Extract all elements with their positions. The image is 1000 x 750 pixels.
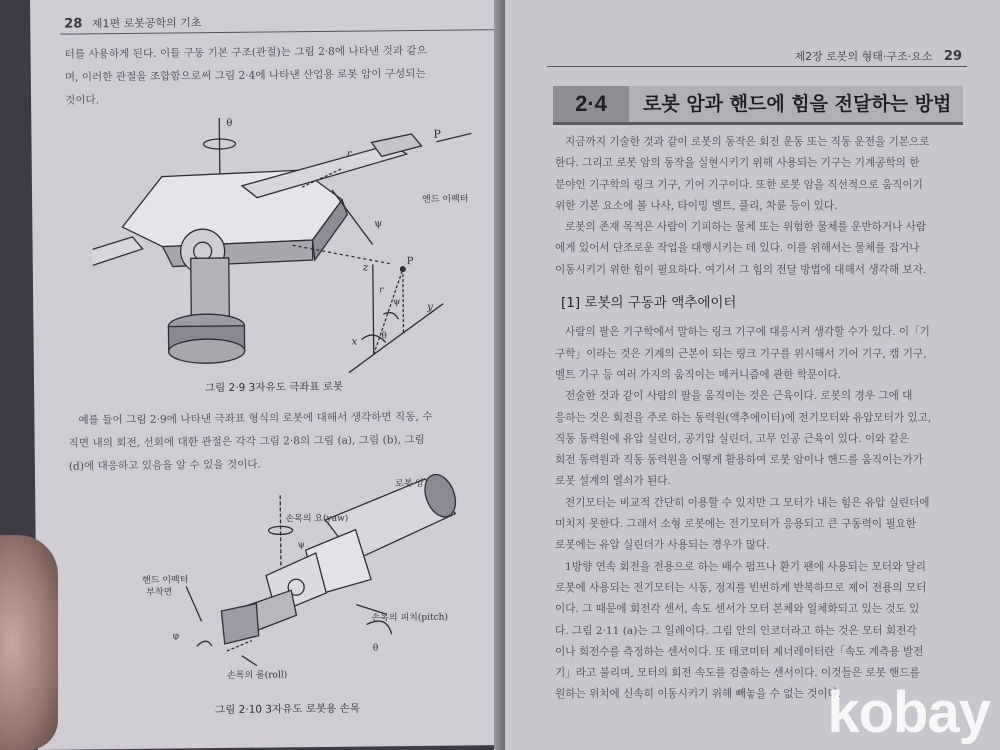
left-header-title: 제1편 로봇공학의 기초 (91, 16, 202, 31)
label-yaw: 손목의 요(yaw) (285, 513, 349, 525)
paragraph-1 (555, 132, 975, 217)
text-line: 이동시키기 위한 힘이 필요하다. 여기서 그 힘의 전달 방법에 대해서 생각해 보자. (555, 263, 927, 276)
subheading: [1] 로봇의 구동과 액추에이터 (561, 295, 737, 312)
text-line: 구학」이라는 것은 기계의 근본이 되는 링크 기구를 위시해서 기어 기구, 캠 기구, (555, 347, 927, 360)
label-x: x (351, 336, 358, 348)
text-line: 로봇에 사용되는 전기모터는 시동, 정지를 빈번하게 반복하므로 제어 전용의 모터 (555, 581, 927, 594)
text-line: 한다. 그리고 로봇 암의 동작을 실현시키기 위해 사용되는 기구는 기계공학의 한 (555, 157, 920, 170)
text-line: 다. 그림 2·11 (a)는 그 일례이다. 그림 안의 인코더라고 하는 것은 모터 회전각 (555, 624, 917, 637)
figure-caption-2-9: 그림 2·9 3자유도 극좌표 로봇 (204, 380, 344, 395)
text-line: 회전 동력원과 직동 동력원을 어떻게 활용하여 로봇 암이나 핸드를 움직이는가가 (555, 454, 924, 467)
label-p: P (433, 127, 441, 141)
label-psi: ψ (374, 218, 383, 230)
text-line: 이다. 그 때문에 회전각 센서, 속도 센서가 모터 본체와 일체화되고 있는 것도 있 (555, 603, 920, 616)
figure-caption-2-10: 그림 2·10 3자유도 로봇용 손목 (214, 702, 360, 717)
label-psi: ψ (297, 540, 305, 551)
figure-polar-robot (91, 113, 494, 377)
paragraph-4 (555, 386, 975, 492)
right-header-rule (547, 66, 967, 67)
label-end-effector: 엔드 이펙터 (422, 194, 469, 205)
left-paragraph-2 (68, 405, 509, 479)
text-line: 1방향 연속 회전을 전용으로 하는 배수 펌프나 환기 팬에 사용되는 모터와 달리 (565, 560, 927, 573)
text-line: 사람의 팔은 기구학에서 말하는 링크 기구에 대응시켜 생각할 수가 있다. 이「기 (565, 326, 930, 339)
text-line: 위한 기본 요소에 볼 나사, 타이밍 벨트, 풀리, 차륜 등이 있다. (555, 199, 838, 212)
text-line: 터를 사용하게 된다. 이들 구동 기본 구조(관절)는 그림 2·8에 나타낸 것과 같으 (64, 44, 427, 61)
text-line: 직면 내의 회전, 선회에 대한 관절은 각각 그림 2·8의 그림 (a), 그림 (b), 그림 (68, 433, 425, 450)
watermark-logo: kobay (827, 680, 990, 745)
text-line: 지금까지 기술한 것과 같이 로봇의 동작은 회전 운동 또는 직동 운전을 기본으로 (565, 136, 930, 148)
figure-wrist (105, 473, 497, 702)
label-phi: φ (172, 631, 180, 642)
text-line: 것이다. (64, 94, 100, 107)
text-line: (d)에 대응하고 있음을 알 수 있을 것이다. (68, 458, 262, 473)
label-theta2: θ (381, 331, 388, 342)
right-page (505, 0, 1000, 750)
left-page-header (64, 14, 201, 31)
text-line: 며, 이러한 관절을 조합함으로써 그림 2·4에 나타낸 산업용 로봇 암이 구성되는 (64, 67, 426, 84)
left-paragraph-1 (64, 39, 505, 113)
text-line: 전기모터는 비교적 간단히 이용할 수 있지만 그 모터가 내는 힘은 유압 실린더에 (565, 496, 930, 509)
text-line: 분야인 기구학의 링크 기구, 기어 기구이다. 또한 로봇 암을 직선적으로 움직이기 (555, 178, 923, 191)
section-title: 로봇 암과 핸드에 힘을 전달하는 방법 (643, 93, 952, 115)
label-y: y (427, 301, 433, 313)
label-theta: θ (226, 117, 233, 129)
label-r2: r (379, 285, 384, 296)
label-p2: P (406, 255, 414, 268)
right-header-title: 제2장 로봇의 형태·구조·요소 (794, 50, 933, 63)
text-line: 로봇의 존재 목적은 사람이 기피하는 물체 또는 위험한 물체를 운반하거나 사람 (565, 221, 927, 234)
label-theta: θ (372, 643, 379, 654)
paragraph-5 (555, 493, 975, 557)
thumb (0, 535, 58, 750)
label-r: r (346, 148, 352, 160)
paragraph-3 (555, 322, 975, 386)
text-line: 기」라고 불리며, 모터의 회전 속도를 검출하는 센서이다. 이것들은 로봇 핸드를 (555, 667, 920, 680)
label-mount: 부착면 (146, 587, 173, 598)
text-line: 로봇 설계의 열쇠가 된다. (555, 475, 671, 488)
text-line: 에게 있어서 단조로운 작업을 대행시키는 데 있다. 이를 위해서는 물체를 잡거나 (555, 242, 920, 255)
text-line: 응하는 것은 회전을 주로 하는 동력원(액추에이터)에 전기모터와 유압모터가 있고, (555, 411, 932, 424)
text-line: 벨트 기구 등 여러 가지의 움직이는 메커니즘에 관한 학문이다. (555, 368, 842, 381)
left-page-number: 28 (64, 16, 83, 32)
section-heading (553, 86, 963, 125)
text-line: 전술한 것과 같이 사람의 팔을 움직이는 것은 근육이다. 로봇의 경우 그에 대 (565, 390, 913, 403)
label-z: z (362, 262, 369, 274)
paragraph-2 (555, 217, 975, 281)
text-line: 로봇에는 유압 실린더가 사용되는 경우가 많다. (555, 539, 770, 552)
label-psi2: ψ (393, 297, 401, 308)
right-body (555, 132, 975, 706)
text-line: 원하는 위치에 신속히 이동시키기 위해 빼놓을 수 없는 것이다. (555, 688, 842, 701)
right-page-number: 29 (943, 49, 962, 64)
label-robot-arm: 로봇 암 (395, 478, 425, 490)
text-line: 직동 동력원에 유압 실린더, 공기압 실린더, 고무 인공 근육이 있다. 이와 같은 (555, 432, 910, 445)
text-line: 예를 들어 그림 2·9에 나타낸 극좌표 형식의 로봇에 대해서 생각하면 직동, 수 (78, 410, 433, 427)
text-line: 미치지 못한다. 그래서 소형 로봇에는 전기모터가 응용되고 큰 구동력이 필요한 (555, 518, 917, 531)
left-page (30, 0, 516, 750)
label-pitch: 손목의 피치(pitch) (371, 612, 448, 624)
right-page-header (795, 48, 962, 64)
text-line: 이나 회전수를 측정하는 센서이다. 또 태코미터 제너레이터란「속도 계측용 발전 (555, 645, 924, 658)
section-number: 2·4 (553, 86, 629, 122)
label-end-effector: 핸드 이펙터 (142, 575, 189, 586)
label-roll: 손목의 롤(roll) (227, 670, 288, 681)
